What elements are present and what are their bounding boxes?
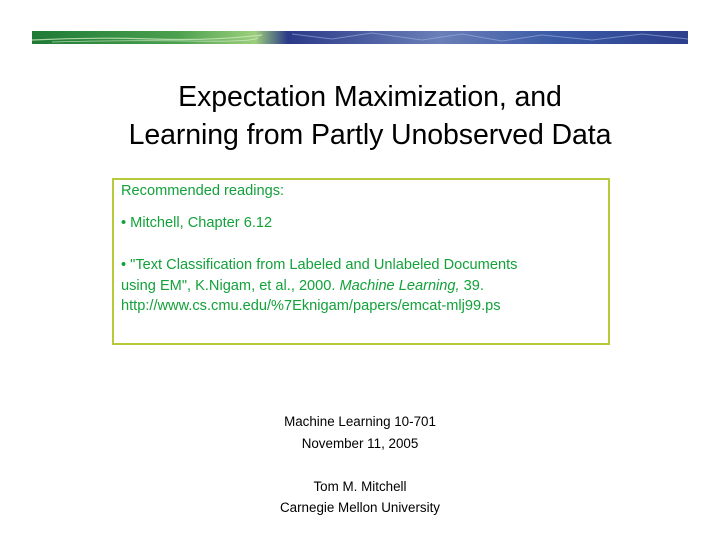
citation-suffix: 39. [459, 277, 484, 294]
header-banner [32, 31, 688, 44]
banner-graphic [32, 31, 688, 44]
slide-title [0, 78, 720, 154]
reading-item-mitchell: • Mitchell, Chapter 6.12 [121, 214, 273, 231]
university-name: Carnegie Mellon University [279, 500, 440, 515]
footer-spacer [0, 454, 720, 476]
slide-footer [0, 411, 720, 519]
title-line-1: Expectation Maximization, and [178, 81, 562, 113]
paper-url[interactable]: http://www.cs.cmu.edu/%7Eknigam/papers/emcat-mlj99.ps [121, 298, 501, 314]
readings-heading: Recommended readings: [121, 183, 285, 199]
title-line-2: Learning from Partly Unobserved Data [128, 119, 612, 151]
citation-prefix: using EM", K.Nigam, et al., 2000. [121, 277, 340, 294]
journal-name: Machine Learning, [339, 277, 460, 294]
recommended-readings [121, 181, 601, 317]
author-name: Tom M. Mitchell [313, 478, 407, 494]
reading-item-nigam [121, 255, 601, 317]
reading-item-nigam-line-2 [121, 276, 601, 297]
lecture-date: November 11, 2005 [301, 435, 419, 451]
course-name: Machine Learning 10-701 [284, 414, 436, 429]
reading-item-nigam-line-1: • "Text Classification from Labeled and Unlabeled Documents [121, 257, 518, 273]
